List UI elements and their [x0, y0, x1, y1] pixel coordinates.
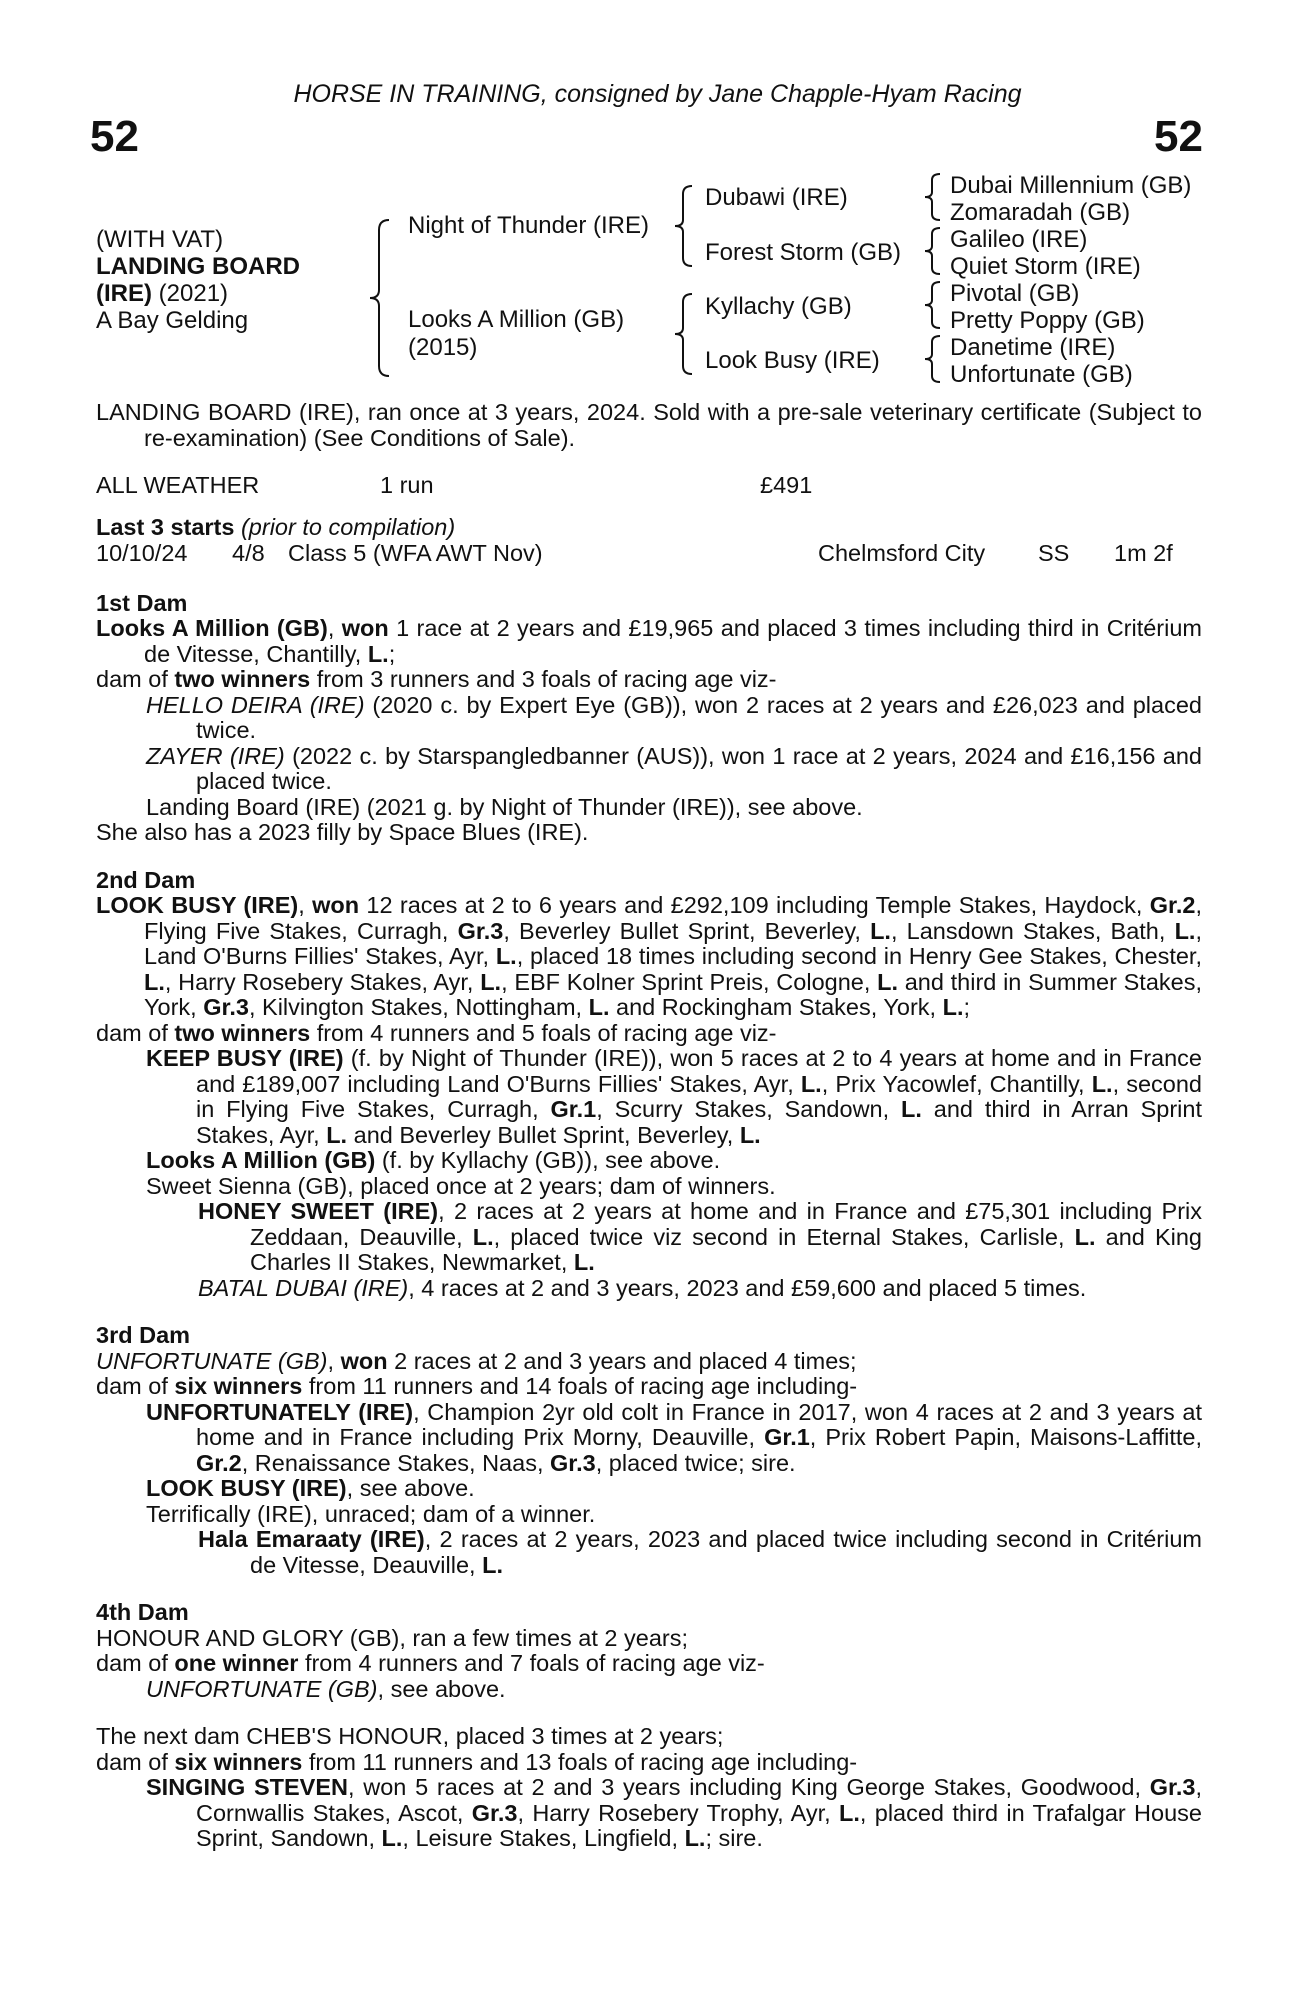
vat-note: (WITH VAT) — [96, 226, 224, 253]
start-position: 4/8 — [232, 539, 265, 566]
record-earnings: £491 — [760, 472, 813, 498]
start-distance: 1m 2f — [1114, 539, 1173, 566]
pedigree-sire: Night of Thunder (IRE) — [408, 212, 649, 239]
last-starts-heading: Last 3 starts (prior to compilation) — [96, 514, 456, 540]
third-dam-progeny-terrifically: Terrifically (IRE), unraced; dam of a winner. — [146, 1500, 596, 1527]
pedigree-dss: Pivotal (GB) — [950, 280, 1080, 307]
pedigree-brace-sire — [670, 184, 698, 268]
lot-number-left: 52 — [90, 112, 139, 161]
pedigree-ddd: Unfortunate (GB) — [950, 361, 1133, 388]
pedigree-sdd: Quiet Storm (IRE) — [950, 253, 1141, 280]
first-dam-record: Looks A Million (GB), won 1 race at 2 years and £19,965 and placed 3 times including third in Critérium de Vitesse, Chantilly, L.; — [96, 615, 1202, 667]
pedigree-sire-dam: Forest Storm (GB) — [705, 239, 902, 266]
catalogue-body — [96, 400, 1202, 1852]
start-class: Class 5 (WFA AWT Nov) — [288, 539, 543, 566]
grandprogeny-hala-emaraaty: Hala Emaraaty (IRE), 2 races at 2 years, 2023 and placed twice including second in Critérium de Vitesse, Deauville, L. — [198, 1526, 1202, 1578]
second-dam-progeny-looks-a-million: Looks A Million (GB) (f. by Kyllachy (GB)), see above. — [146, 1147, 721, 1173]
fifth-dam-record: The next dam CHEB'S HONOUR, placed 3 times at 2 years; — [96, 1723, 724, 1749]
second-dam-record: LOOK BUSY (IRE), won 12 races at 2 to 6 years and £292,109 including Temple Stakes, Haydock, Gr.2, Flying Five Stakes, Curragh, Gr.3, Beverley Bullet Sprint, Beverley, L., Lansdown Stakes, Bath, L., Land O'Burns Fillies' Stakes, Ayr, L., placed 18 times including second in Henry Gee Stakes, Chester, L., Harry Rosebery Stakes, Ayr, L., EBF Kolner Sprint Preis, Cologne, L. and third in Summer Stakes, York, Gr.3, Kilvington Stakes, Nottingham, L. and Rockingham Stakes, York, L.; — [96, 892, 1202, 1020]
horse-description: A Bay Gelding — [96, 307, 249, 334]
pedigree-brace-main — [365, 218, 395, 378]
start-going: SS — [1038, 539, 1070, 566]
horse-name: LANDING BOARD — [96, 253, 300, 280]
pedigree-ssd: Zomaradah (GB) — [950, 199, 1131, 226]
consignment-header: HORSE IN TRAINING, consigned by Jane Chapple-Hyam Racing — [293, 80, 1022, 108]
pedigree-brace-sd — [920, 226, 946, 276]
pedigree-brace-ds — [920, 280, 946, 330]
pedigree-sss: Dubai Millennium (GB) — [950, 172, 1192, 199]
second-dam-produce: dam of two winners from 4 runners and 5 foals of racing age viz- — [96, 1019, 777, 1046]
record-runs: 1 run — [380, 472, 434, 498]
pedigree-dam: Looks A Million (GB) — [408, 306, 625, 333]
fifth-dam-progeny-singing-steven: SINGING STEVEN, won 5 races at 2 and 3 years including King George Stakes, Goodwood, Gr.3, Cornwallis Stakes, Ascot, Gr.3, Harry Rosebery Trophy, Ayr, L., placed third in Trafalgar House Sprint, Sandown, L., Leisure Stakes, Lingfield, L.; sire. — [146, 1774, 1202, 1851]
pedigree-brace-dam — [670, 292, 698, 376]
record-surface: ALL WEATHER — [96, 472, 260, 498]
horse-suffix-year: (IRE) (2021) — [96, 280, 229, 307]
pedigree-sds: Galileo (IRE) — [950, 226, 1088, 253]
first-dam-produce: dam of two winners from 3 runners and 3 foals of racing age viz- — [96, 666, 777, 692]
pedigree-dsd: Pretty Poppy (GB) — [950, 307, 1145, 334]
third-dam-produce: dam of six winners from 11 runners and 14 foals of racing age including- — [96, 1373, 858, 1399]
first-dam-progeny-2: ZAYER (IRE) (2022 c. by Starspangledbanner (AUS)), won 1 race at 2 years, 2024 and £16,156 and placed twice. — [146, 742, 1202, 794]
first-dam-progeny-1: HELLO DEIRA (IRE) (2020 c. by Expert Eye (GB)), won 2 races at 2 years and £26,023 and placed twice. — [146, 691, 1202, 743]
start-row — [96, 541, 1202, 569]
fourth-dam-produce: dam of one winner from 4 runners and 7 foals of racing age viz- — [96, 1650, 765, 1676]
start-date: 10/10/24 — [96, 539, 188, 566]
record-row — [96, 473, 1202, 501]
fourth-dam-record: HONOUR AND GLORY (GB), ran a few times at 2 years; — [96, 1624, 689, 1651]
first-dam-progeny-3: Landing Board (IRE) (2021 g. by Night of Thunder (IRE)), see above. — [146, 793, 863, 820]
second-dam-progeny-sweet-sienna: Sweet Sienna (GB), placed once at 2 years; dam of winners. — [146, 1172, 776, 1199]
second-dam-heading: 2nd Dam — [96, 866, 196, 893]
third-dam-heading: 3rd Dam — [96, 1322, 191, 1348]
pedigree-brace-dd — [920, 334, 946, 384]
fifth-dam-produce: dam of six winners from 11 runners and 13 foals of racing age including- — [96, 1748, 858, 1775]
pedigree-sire-sire: Dubawi (IRE) — [705, 184, 848, 211]
first-dam-also: She also has a 2023 filly by Space Blues (IRE). — [96, 819, 589, 845]
first-dam-heading: 1st Dam — [96, 589, 188, 616]
third-dam-progeny-look-busy: LOOK BUSY (IRE), see above. — [146, 1475, 475, 1501]
second-dam-progeny-keep-busy: KEEP BUSY (IRE) (f. by Night of Thunder (IRE)), won 5 races at 2 to 4 years at home and in France and £189,007 including Land O'Burns Fillies' Stakes, Ayr, L., Prix Yacowlef, Chantilly, L., second in Flying Five Stakes, Curragh, Gr.1, Scurry Stakes, Sandown, L. and third in Arran Sprint Stakes, Ayr, L. and Beverley Bullet Sprint, Beverley, L. — [146, 1045, 1202, 1148]
third-dam-progeny-unfortunately: UNFORTUNATELY (IRE), Champion 2yr old colt in France in 2017, won 4 races at 2 and 3 years at home and in France including Prix Morny, Deauville, Gr.1, Prix Robert Papin, Maisons-Laffitte, Gr.2, Renaissance Stakes, Naas, Gr.3, placed twice; sire. — [146, 1398, 1203, 1476]
horse-summary: LANDING BOARD (IRE), ran once at 3 years, 2024. Sold with a pre-sale veterinary certificate (Subject to re-examination) (See Conditions of Sale). — [96, 399, 1202, 451]
pedigree-dds: Danetime (IRE) — [950, 334, 1116, 361]
pedigree-dam-sire: Kyllachy (GB) — [705, 293, 852, 320]
fourth-dam-progeny: UNFORTUNATE (GB), see above. — [146, 1675, 506, 1702]
grandprogeny-batal-dubai: BATAL DUBAI (IRE), 4 races at 2 and 3 years, 2023 and £59,600 and placed 5 times. — [198, 1274, 1087, 1301]
fourth-dam-heading: 4th Dam — [96, 1599, 189, 1625]
pedigree-dam-dam: Look Busy (IRE) — [705, 347, 880, 374]
pedigree-brace-ss — [920, 172, 946, 222]
lot-number-right: 52 — [1154, 112, 1203, 161]
third-dam-record: UNFORTUNATE (GB), won 2 races at 2 and 3 years and placed 4 times; — [96, 1347, 857, 1374]
start-course: Chelmsford City — [818, 539, 986, 566]
grandprogeny-honey-sweet: HONEY SWEET (IRE), 2 races at 2 years at home and in France and £75,301 including Prix Zeddaan, Deauville, L., placed twice viz second in Eternal Stakes, Carlisle, L. and King Charles II Stakes, Newmarket, L. — [198, 1198, 1202, 1275]
pedigree-dam-year: (2015) — [408, 334, 478, 361]
